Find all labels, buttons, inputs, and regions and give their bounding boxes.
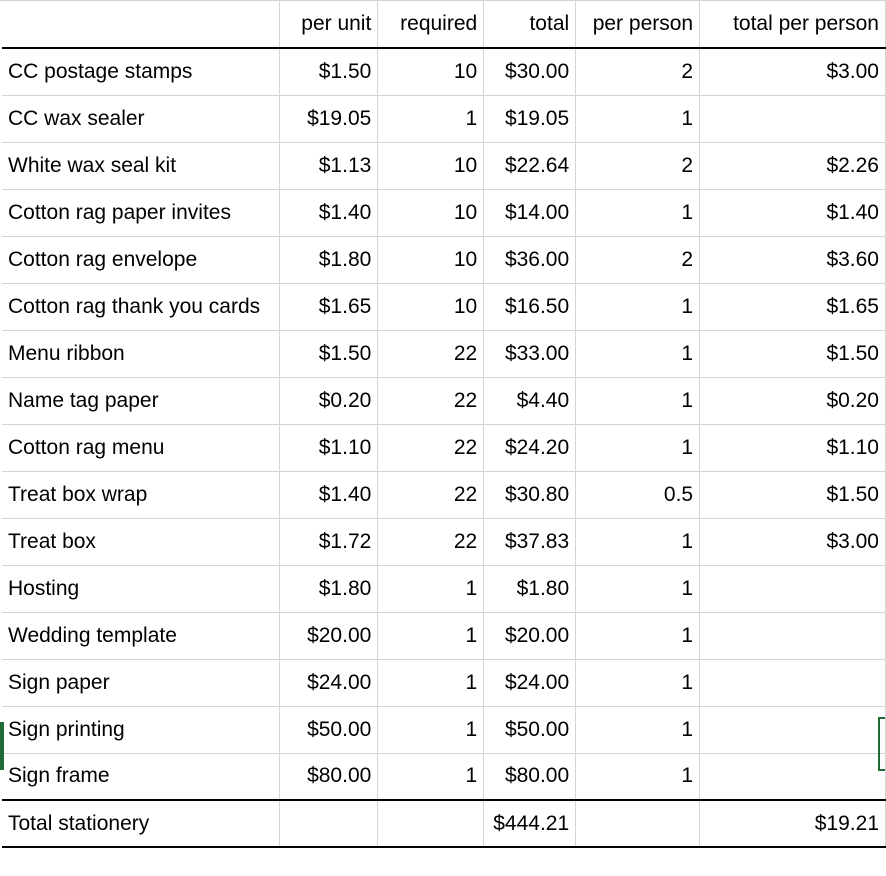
per-person-cell[interactable]: 1 (576, 706, 700, 753)
total-cell[interactable]: $36.00 (484, 236, 576, 283)
per-person-cell[interactable]: 2 (576, 48, 700, 95)
required-cell[interactable]: 1 (378, 95, 484, 142)
total-per-person-cell[interactable]: $2.26 (700, 142, 886, 189)
required-cell[interactable]: 1 (378, 612, 484, 659)
total-per-person-cell[interactable]: $1.50 (700, 330, 886, 377)
per-unit-cell[interactable]: $1.50 (280, 48, 378, 95)
required-cell[interactable]: 10 (378, 283, 484, 330)
item-name-cell[interactable]: CC postage stamps (2, 48, 280, 95)
header-cell-total-per-person[interactable]: total per person (700, 1, 886, 48)
item-name-cell[interactable]: Wedding template (2, 612, 280, 659)
required-cell[interactable]: 1 (378, 659, 484, 706)
required-cell[interactable]: 1 (378, 565, 484, 612)
table-row (2, 95, 886, 142)
total-per-person-sum-cell[interactable]: $19.21 (700, 800, 886, 847)
table-row (2, 753, 886, 800)
total-per-person-cell[interactable] (700, 706, 886, 753)
per-unit-cell[interactable]: $24.00 (280, 659, 378, 706)
total-cell[interactable]: $30.00 (484, 48, 576, 95)
total-cell[interactable]: $4.40 (484, 377, 576, 424)
total-row (2, 800, 886, 847)
required-cell[interactable]: 1 (378, 753, 484, 800)
header-cell-per-person[interactable]: per person (576, 1, 700, 48)
total-sum-cell[interactable]: $444.21 (484, 800, 576, 847)
table-row (2, 330, 886, 377)
total-cell[interactable]: $1.80 (484, 565, 576, 612)
required-cell[interactable]: 10 (378, 189, 484, 236)
item-name-cell[interactable]: Cotton rag paper invites (2, 189, 280, 236)
total-cell[interactable]: $24.20 (484, 424, 576, 471)
total-cell[interactable]: $20.00 (484, 612, 576, 659)
per-unit-cell[interactable]: $1.13 (280, 142, 378, 189)
table-row (2, 236, 886, 283)
per-person-cell[interactable]: 1 (576, 330, 700, 377)
total-per-person-cell[interactable]: $1.10 (700, 424, 886, 471)
item-name-cell[interactable]: CC wax sealer (2, 95, 280, 142)
per-unit-cell[interactable]: $1.65 (280, 283, 378, 330)
per-unit-cell[interactable]: $1.72 (280, 518, 378, 565)
per-person-cell[interactable]: 1 (576, 753, 700, 800)
item-name-cell[interactable]: Sign frame (2, 753, 280, 800)
total-per-person-cell[interactable]: $3.00 (700, 518, 886, 565)
required-cell[interactable]: 10 (378, 236, 484, 283)
required-cell[interactable]: 22 (378, 424, 484, 471)
required-cell[interactable]: 22 (378, 377, 484, 424)
required-cell[interactable]: 10 (378, 142, 484, 189)
per-person-cell[interactable]: 1 (576, 95, 700, 142)
per-person-cell[interactable]: 1 (576, 518, 700, 565)
total-per-unit-cell[interactable] (280, 800, 378, 847)
total-per-person-cell[interactable]: $0.20 (700, 377, 886, 424)
item-name-cell[interactable]: Sign printing (2, 706, 280, 753)
per-person-cell[interactable]: 2 (576, 142, 700, 189)
per-person-cell[interactable]: 1 (576, 424, 700, 471)
per-unit-cell[interactable]: $1.40 (280, 189, 378, 236)
per-unit-cell[interactable]: $0.20 (280, 377, 378, 424)
table-row (2, 471, 886, 518)
per-person-cell[interactable]: 1 (576, 377, 700, 424)
cell-selection-left-edge (0, 722, 4, 770)
item-name-cell[interactable]: Name tag paper (2, 377, 280, 424)
per-unit-cell[interactable]: $20.00 (280, 612, 378, 659)
total-per-person-cell[interactable] (576, 800, 700, 847)
required-cell[interactable]: 1 (378, 706, 484, 753)
table-row (2, 565, 886, 612)
per-person-cell[interactable]: 1 (576, 283, 700, 330)
item-name-cell[interactable]: Hosting (2, 565, 280, 612)
header-cell-per-unit[interactable]: per unit (280, 1, 378, 48)
per-unit-cell[interactable]: $1.10 (280, 424, 378, 471)
spreadsheet-table (2, 1, 886, 848)
per-unit-cell[interactable]: $1.50 (280, 330, 378, 377)
item-name-cell[interactable]: Sign paper (2, 659, 280, 706)
total-cell[interactable]: $14.00 (484, 189, 576, 236)
table-row (2, 283, 886, 330)
total-cell[interactable]: $19.05 (484, 95, 576, 142)
header-row (2, 1, 886, 48)
item-name-cell[interactable]: Menu ribbon (2, 330, 280, 377)
item-name-cell[interactable]: Cotton rag envelope (2, 236, 280, 283)
per-unit-cell[interactable]: $1.80 (280, 236, 378, 283)
table-row (2, 518, 886, 565)
table-row (2, 612, 886, 659)
total-per-person-cell[interactable] (700, 95, 886, 142)
header-cell-item[interactable] (2, 1, 280, 48)
per-person-cell[interactable]: 1 (576, 612, 700, 659)
item-name-cell[interactable]: Treat box (2, 518, 280, 565)
header-cell-total[interactable]: total (484, 1, 576, 48)
per-person-cell[interactable]: 1 (576, 565, 700, 612)
per-person-cell[interactable]: 2 (576, 236, 700, 283)
table-row (2, 142, 886, 189)
table-row (2, 189, 886, 236)
item-name-cell[interactable]: Cotton rag thank you cards (2, 283, 280, 330)
required-cell[interactable]: 22 (378, 330, 484, 377)
per-unit-cell[interactable]: $1.40 (280, 471, 378, 518)
total-cell[interactable]: $50.00 (484, 706, 576, 753)
per-person-cell[interactable]: 1 (576, 659, 700, 706)
total-cell[interactable]: $22.64 (484, 142, 576, 189)
item-name-cell[interactable]: Cotton rag menu (2, 424, 280, 471)
total-cell[interactable]: $33.00 (484, 330, 576, 377)
header-cell-required[interactable]: required (378, 1, 484, 48)
required-cell[interactable]: 22 (378, 518, 484, 565)
total-per-person-cell[interactable]: $1.65 (700, 283, 886, 330)
table-row (2, 659, 886, 706)
per-unit-cell[interactable]: $1.80 (280, 565, 378, 612)
total-required-cell[interactable] (378, 800, 484, 847)
total-per-person-cell[interactable]: $3.00 (700, 48, 886, 95)
total-per-person-cell[interactable] (700, 753, 886, 800)
total-label-cell[interactable]: Total stationery (2, 800, 280, 847)
per-person-cell[interactable]: 1 (576, 189, 700, 236)
total-cell[interactable]: $37.83 (484, 518, 576, 565)
total-per-person-cell[interactable] (700, 612, 886, 659)
total-per-person-cell[interactable]: $1.40 (700, 189, 886, 236)
total-cell[interactable]: $80.00 (484, 753, 576, 800)
total-cell[interactable]: $24.00 (484, 659, 576, 706)
required-cell[interactable]: 10 (378, 48, 484, 95)
table-row (2, 424, 886, 471)
total-cell[interactable]: $30.80 (484, 471, 576, 518)
per-unit-cell[interactable]: $19.05 (280, 95, 378, 142)
total-per-person-cell[interactable]: $1.50 (700, 471, 886, 518)
per-unit-cell[interactable]: $80.00 (280, 753, 378, 800)
table-row (2, 48, 886, 95)
total-per-person-cell[interactable] (700, 659, 886, 706)
per-person-cell[interactable]: 0.5 (576, 471, 700, 518)
next-row-strip (0, 866, 886, 876)
item-name-cell[interactable]: Treat box wrap (2, 471, 280, 518)
per-unit-cell[interactable]: $50.00 (280, 706, 378, 753)
item-name-cell[interactable]: White wax seal kit (2, 142, 280, 189)
total-cell[interactable]: $16.50 (484, 283, 576, 330)
total-per-person-cell[interactable]: $3.60 (700, 236, 886, 283)
cell-selection-right-edge[interactable] (878, 717, 885, 771)
table-row (2, 706, 886, 753)
required-cell[interactable]: 22 (378, 471, 484, 518)
table-row (2, 377, 886, 424)
total-per-person-cell[interactable] (700, 565, 886, 612)
